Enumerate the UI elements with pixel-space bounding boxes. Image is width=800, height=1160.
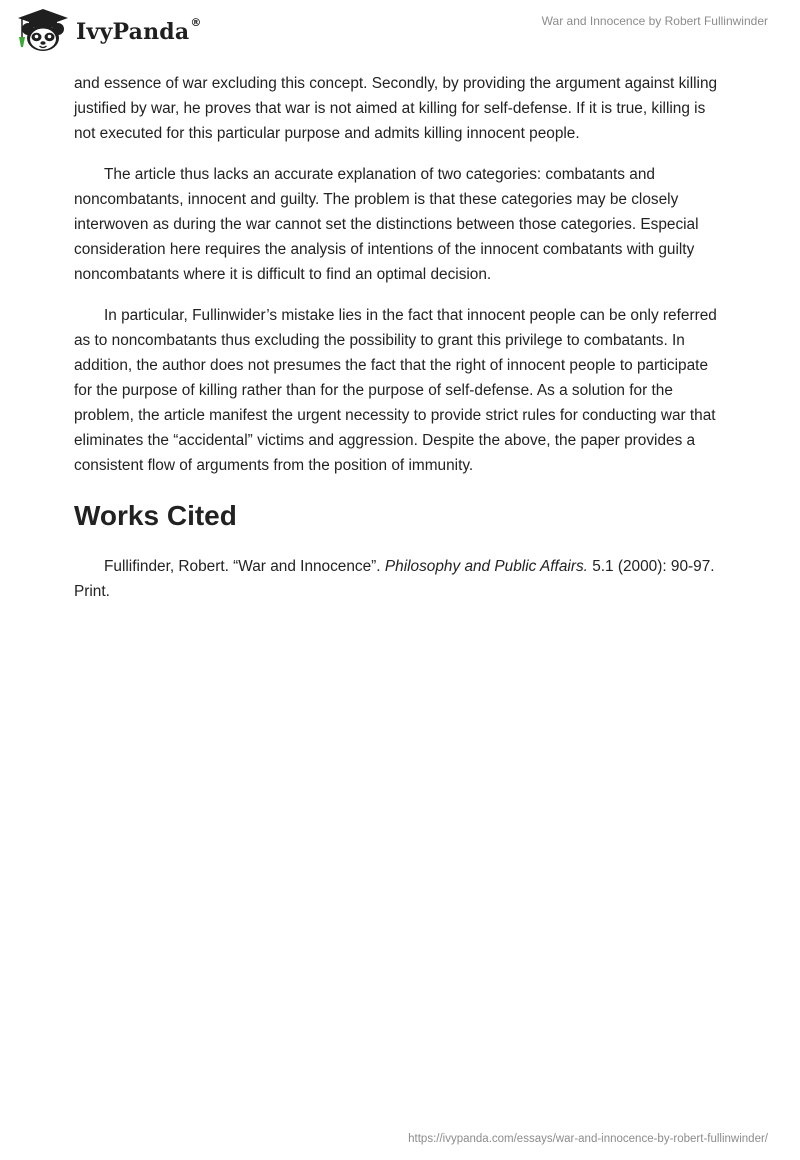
source-url-link[interactable]: https://ivypanda.com/essays/war-and-innocence-by-robert-fullinwinder/: [408, 1133, 768, 1145]
essay-content: [74, 71, 726, 620]
citation-details: 5.1 (2000): 90-97. Print.: [74, 558, 715, 600]
paragraph-1: and essence of war excluding this concept. Secondly, by providing the argument against killing justified by war, he proves that war is not aimed at killing for self-defense. If it is true, killing is not executed for this particular purpose and admits killing innocent people.: [74, 75, 718, 142]
brand-name: IvyPanda®: [76, 16, 202, 45]
citation-entry: [74, 554, 726, 604]
running-title: War and Innocence by Robert Fullinwinder: [541, 14, 768, 28]
paragraph-2: The article thus lacks an accurate explanation of two categories: combatants and noncombatants, innocent and guilty. The problem is that these categories may be closely interwoven as during the war cannot set the distinctions between those categories. Especial consideration here requires the analysis of intentions of the innocent combatants with guilty noncombatants where it is difficult to find an optimal decision.: [74, 166, 699, 283]
registered-mark: ®: [190, 16, 202, 29]
citation-journal: Philosophy and Public Affairs.: [384, 558, 588, 575]
ivypanda-logo[interactable]: [14, 7, 202, 53]
citation-author-title: Fullifinder, Robert. “War and Innocence”.: [104, 558, 385, 575]
paragraph-3: In particular, Fullinwider’s mistake lies in the fact that innocent people can be only referred as to noncombatants thus excluding the possibility to grant this privilege to combatants. In addition, the author does not presumes the fact that the right of innocent people to participate for the purpose of killing rather than for the purpose of self-defense. As a solution for the problem, the article manifest the urgent necessity to provide strict rules for conducting war that eliminates the “accidental” victims and aggression. Despite the above, the paper provides a consistent flow of arguments from the position of immunity.: [74, 307, 717, 474]
panda-graduation-cap-icon: [14, 7, 72, 53]
works-cited-heading: Works Cited: [74, 500, 237, 531]
page-header: [0, 0, 800, 62]
